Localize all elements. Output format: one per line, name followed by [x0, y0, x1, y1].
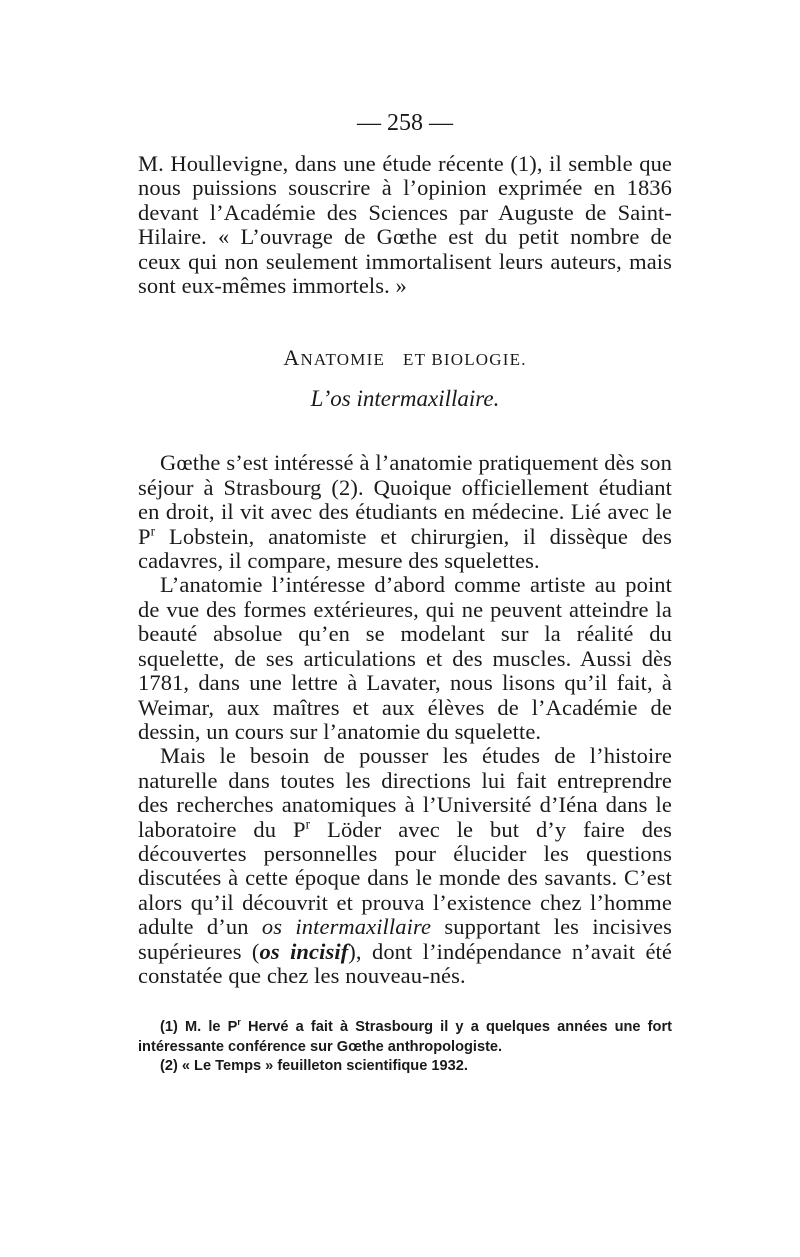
footnote-1: (1) M. le $P^r$ Hervé a fait à Strasbourg il y a quelques années une fort intéressante conférence sur Gœthe anthropologiste.	[138, 1017, 672, 1055]
section-title-second: ET BIOLOGIE.	[403, 350, 527, 370]
italic-term: os intermaxillaire	[261, 914, 432, 940]
superscript: r	[305, 816, 311, 832]
page-number: — 258 —	[357, 110, 453, 136]
paragraph-2: L’anatomie l’intéresse d’abord comme artiste au point de vue des formes extérieures, qui ne peuvent atteindre la beauté absolue qu’en se modelant sur la réalité du squelette, de ses articulations et des muscles. Aussi dès 1781, dans une lettre à Lavater, nous lisons qu’il fait, à Weimar, aux maîtres et aux élèves de l’Académie de dessin, un cours sur l’anatomie du squelette.	[138, 572, 672, 744]
section-title-rest: NATOMIE	[300, 350, 386, 370]
section-title	[138, 347, 672, 371]
footnote-2: (2) « Le Temps » feuilleton scientifique 1932.	[160, 1058, 468, 1075]
italic-term: os incisif	[259, 938, 349, 964]
paragraph-3: Mais le besoin de pousser les études de l’histoire naturelle dans toutes les directions lui fait entreprendre des recherches anatomiques à l’Université d’Iéna dans le laboratoire du $P^r$ Löder avec le but d’y faire des découvertes personnelles pour élucider les questions discutées à cette époque dans le monde des savants. C’est alors qu’il découvrit et prouva l’existence chez l’homme adulte d’un os intermaxillaire supportant les incisives supérieures (os incisif), dont l’indépendance n’avait été constatée que chez les nouveau-nés.	[138, 743, 672, 988]
superscript: r	[150, 523, 156, 539]
section-title-initial: A	[283, 345, 301, 371]
intro-paragraph: M. Houllevigne, dans une étude récente (1), il semble que nous puissions souscrire à l’opinion exprimée en 1836 devant l’Académie des Sciences par Auguste de Saint-Hilaire. « L’ouvrage de Gœthe est du petit nombre de ceux qui non seulement immortalisent leurs auteurs, mais sont eux-mêmes immortels. »	[138, 151, 672, 299]
paragraph-1: Gœthe s’est intéressé à l’anatomie pratiquement dès son séjour à Strasbourg (2). Quoique officiellement étudiant en droit, il vit avec des étudiants en médecine. Lié avec le $P^r$ Lobstein, anatomiste et chirurgien, il dissèque des cadavres, il compare, mesure des squelettes.	[138, 450, 672, 574]
footnotes	[138, 1018, 672, 1077]
section-subtitle: L’os intermaxillaire.	[310, 386, 500, 412]
page	[138, 108, 672, 1077]
